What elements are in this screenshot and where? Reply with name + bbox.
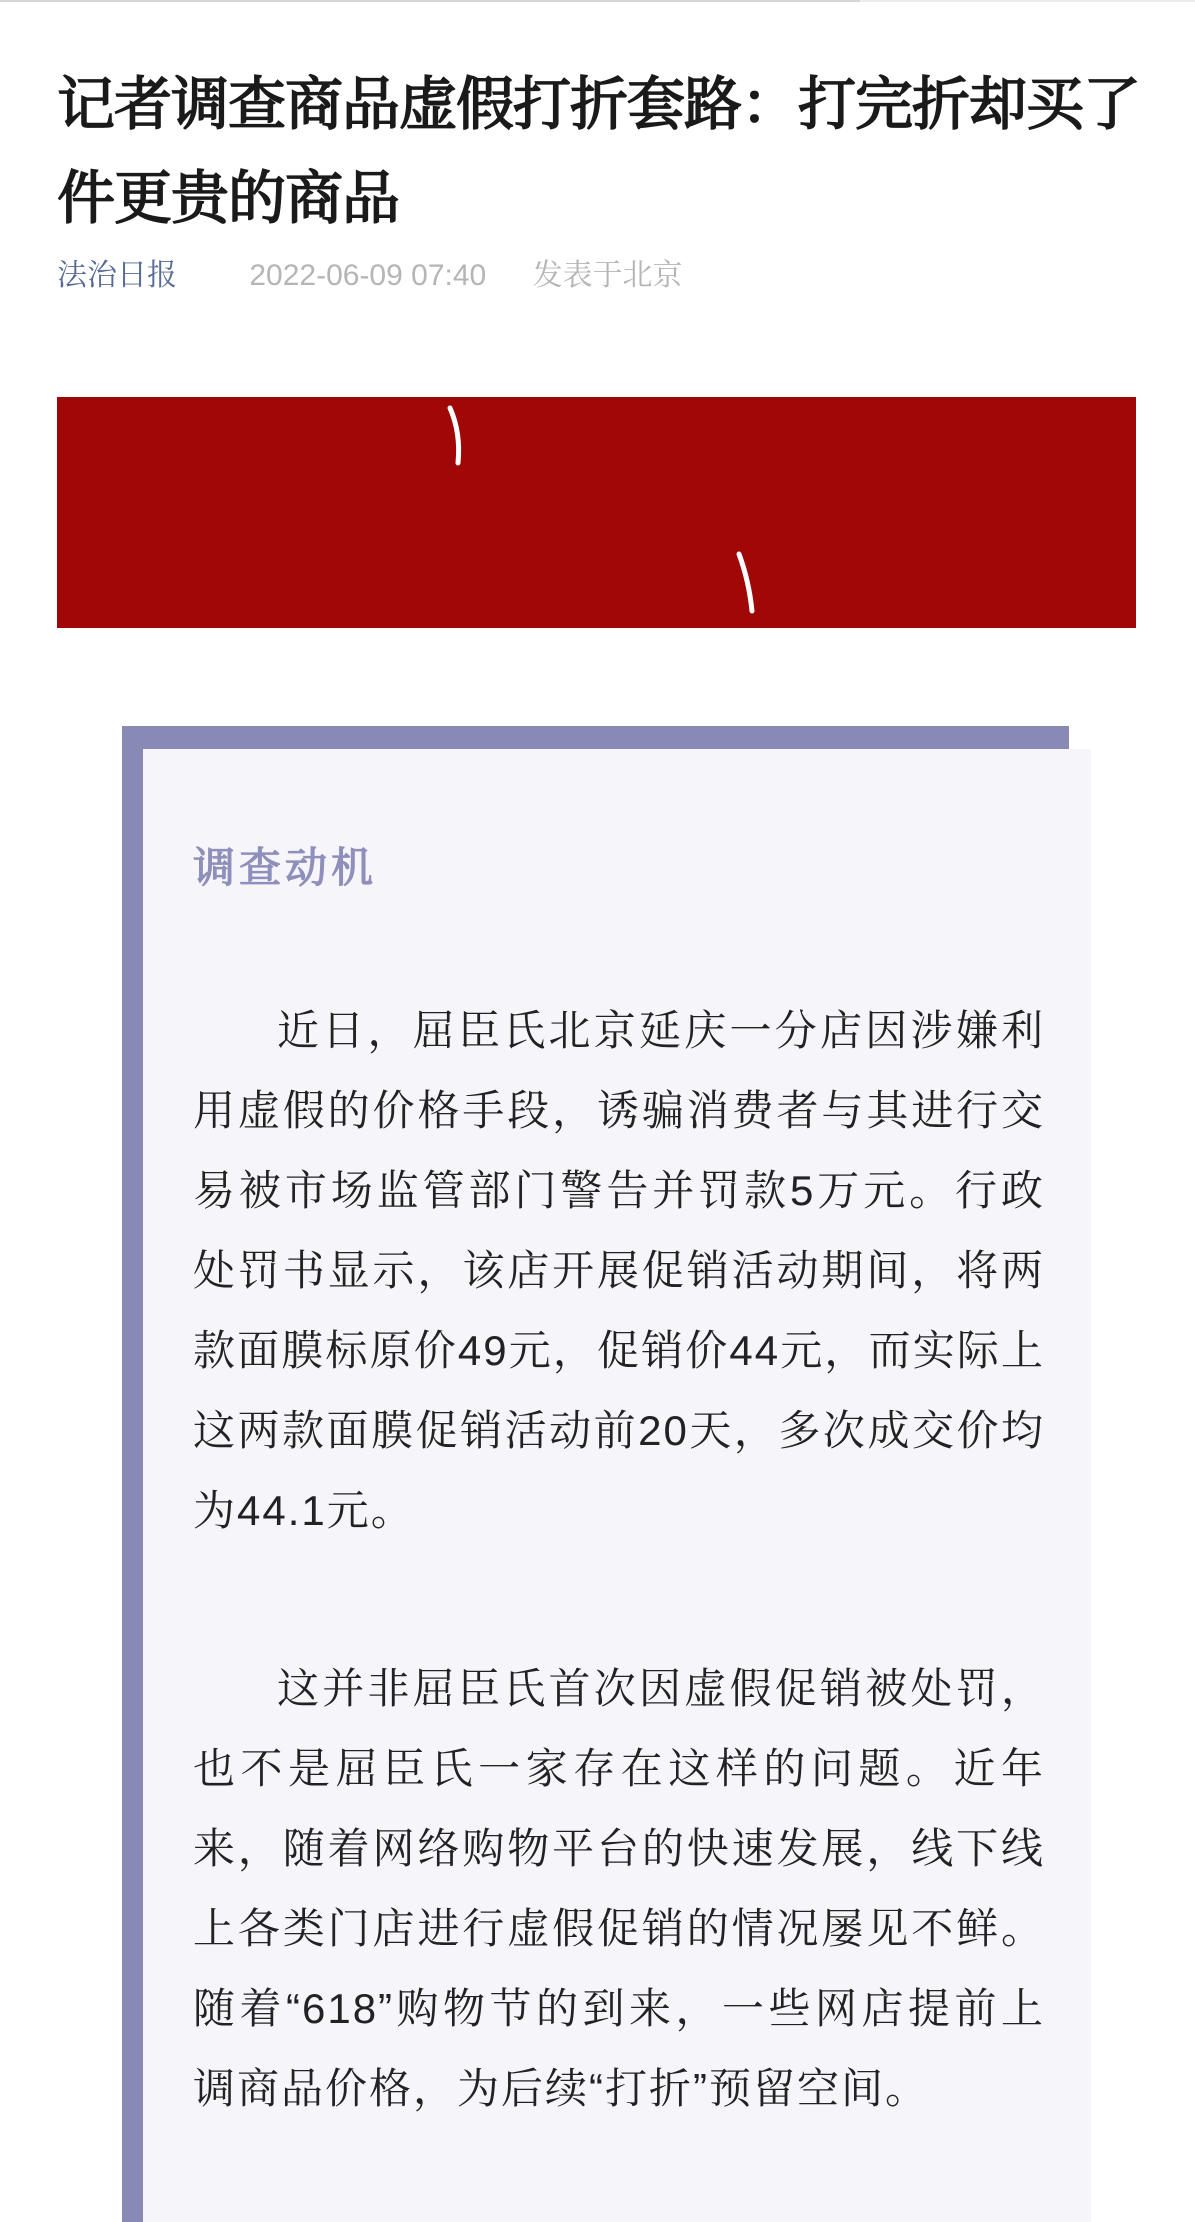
account-name-link[interactable]: 法治日报 (57, 259, 177, 292)
top-divider (0, 0, 1195, 2)
investigation-box (143, 749, 1091, 2222)
byline (57, 256, 1137, 296)
banner-image[interactable] (57, 397, 1136, 628)
publish-datetime: 2022-06-09 07:40 (249, 259, 487, 292)
brush-stroke-decorations (57, 397, 1136, 628)
paragraph: 近日，屈臣氏北京延庆一分店因涉嫌利用虚假的价格手段，诱骗消费者与其进行交易被市场监管部门警告并罚款5万元。行政处罚书显示，该店开展促销活动期间，将两款面膜标原价49元，促销价44元，而实际上这两款面膜促销活动前20天，多次成交价均为44.1元。 (193, 1007, 1045, 1534)
paragraph: 这并非屈臣氏首次因虚假促销被处罚，也不是屈臣氏一家存在这样的问题。近年来，随着网络购物平台的快速发展，线下线上各类门店进行虚假促销的情况屡见不鲜。随着“618”购物节的到来，一些网店提前上调商品价格，为后续“打折”预留空间。 (193, 1665, 1045, 2112)
article-title: 记者调查商品虚假打折套路：打完折却买了件更贵的商品 (57, 72, 1141, 231)
top-divider-segment (0, 0, 860, 2)
publish-location: 发表于北京 (532, 259, 683, 292)
investigation-heading: 调查动机 (193, 844, 378, 891)
